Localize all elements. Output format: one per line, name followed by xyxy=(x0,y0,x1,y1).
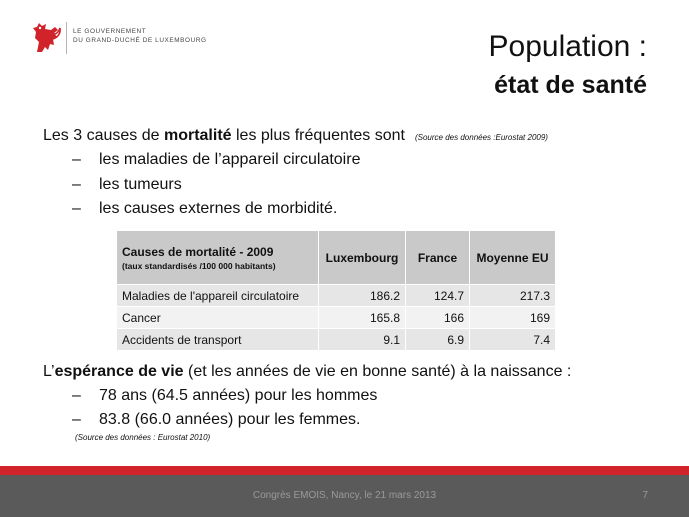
cell-eu-average: 169 xyxy=(470,307,556,329)
bullet-text: les causes externes de morbidité. xyxy=(99,200,338,217)
mortality-table xyxy=(116,230,556,351)
cell-eu-average: 7.4 xyxy=(470,329,556,351)
header-causes-title: Causes de mortalité - 2009 xyxy=(122,244,274,259)
list-item xyxy=(72,200,337,218)
footer-accent-bar xyxy=(0,466,689,475)
cell-luxembourg: 165.8 xyxy=(319,307,406,329)
bullet-text: les tumeurs xyxy=(99,176,182,193)
life-source: (Source des données : Eurostat 2010) xyxy=(75,433,211,442)
row-label: Maladies de l'appareil circulatoire xyxy=(117,285,319,307)
gov-line-1: LE GOUVERNEMENT xyxy=(73,28,147,35)
cell-france: 124.7 xyxy=(406,285,470,307)
bullet-dash: – xyxy=(72,176,81,193)
intro-text-bold: mortalité xyxy=(163,127,232,144)
header-france: France xyxy=(406,231,470,285)
row-label: Cancer xyxy=(117,307,319,329)
bullet-dash: – xyxy=(72,387,81,404)
luxembourg-lion-logo xyxy=(27,18,67,58)
mortality-intro xyxy=(43,127,548,145)
list-item xyxy=(72,411,360,429)
footer xyxy=(0,475,689,517)
cell-luxembourg: 9.1 xyxy=(319,329,406,351)
bullet-text: 78 ans (64.5 années) pour les hommes xyxy=(99,387,378,404)
government-name xyxy=(73,27,207,45)
life-text-pre: L’ xyxy=(43,363,55,380)
row-label: Accidents de transport xyxy=(117,329,319,351)
life-text-bold: espérance de vie xyxy=(54,363,184,380)
table-row xyxy=(117,285,556,307)
intro-source: (Source des données :Eurostat 2009) xyxy=(414,133,548,142)
slide-title-line-1: Population : xyxy=(488,30,647,63)
bullet-text: 83.8 (66.0 années) pour les femmes. xyxy=(99,411,361,428)
header-luxembourg: Luxembourg xyxy=(319,231,406,285)
header-eu-average: Moyenne EU xyxy=(470,231,556,285)
cell-france: 166 xyxy=(406,307,470,329)
intro-text-pre: Les 3 causes de xyxy=(43,127,164,144)
logo-separator xyxy=(66,22,67,54)
cell-france: 6.9 xyxy=(406,329,470,351)
list-item xyxy=(72,176,182,194)
bullet-dash: – xyxy=(72,151,81,168)
header-causes-subtitle: (taux standardisés /100 000 habitants) xyxy=(122,260,276,271)
cell-eu-average: 217.3 xyxy=(470,285,556,307)
table-row xyxy=(117,307,556,329)
life-text-post: (et les années de vie en bonne santé) à la naissance : xyxy=(183,363,572,380)
header-causes xyxy=(117,231,319,285)
life-expectancy-intro xyxy=(43,363,571,381)
bullet-dash: – xyxy=(72,200,81,217)
footer-text: Congrès EMOIS, Nancy, le 21 mars 2013 xyxy=(252,490,437,501)
table-row xyxy=(117,329,556,351)
slide-title-line-2: état de santé xyxy=(494,71,647,99)
bullet-text: les maladies de l’appareil circulatoire xyxy=(99,151,361,168)
gov-line-2: DU GRAND-DUCHÉ DE LUXEMBOURG xyxy=(73,37,207,44)
intro-text-post: les plus fréquentes sont xyxy=(231,127,405,144)
table-header-row xyxy=(117,231,556,285)
list-item xyxy=(72,151,360,169)
bullet-dash: – xyxy=(72,411,81,428)
cell-luxembourg: 186.2 xyxy=(319,285,406,307)
list-item xyxy=(72,387,377,405)
page-number: 7 xyxy=(642,490,648,501)
